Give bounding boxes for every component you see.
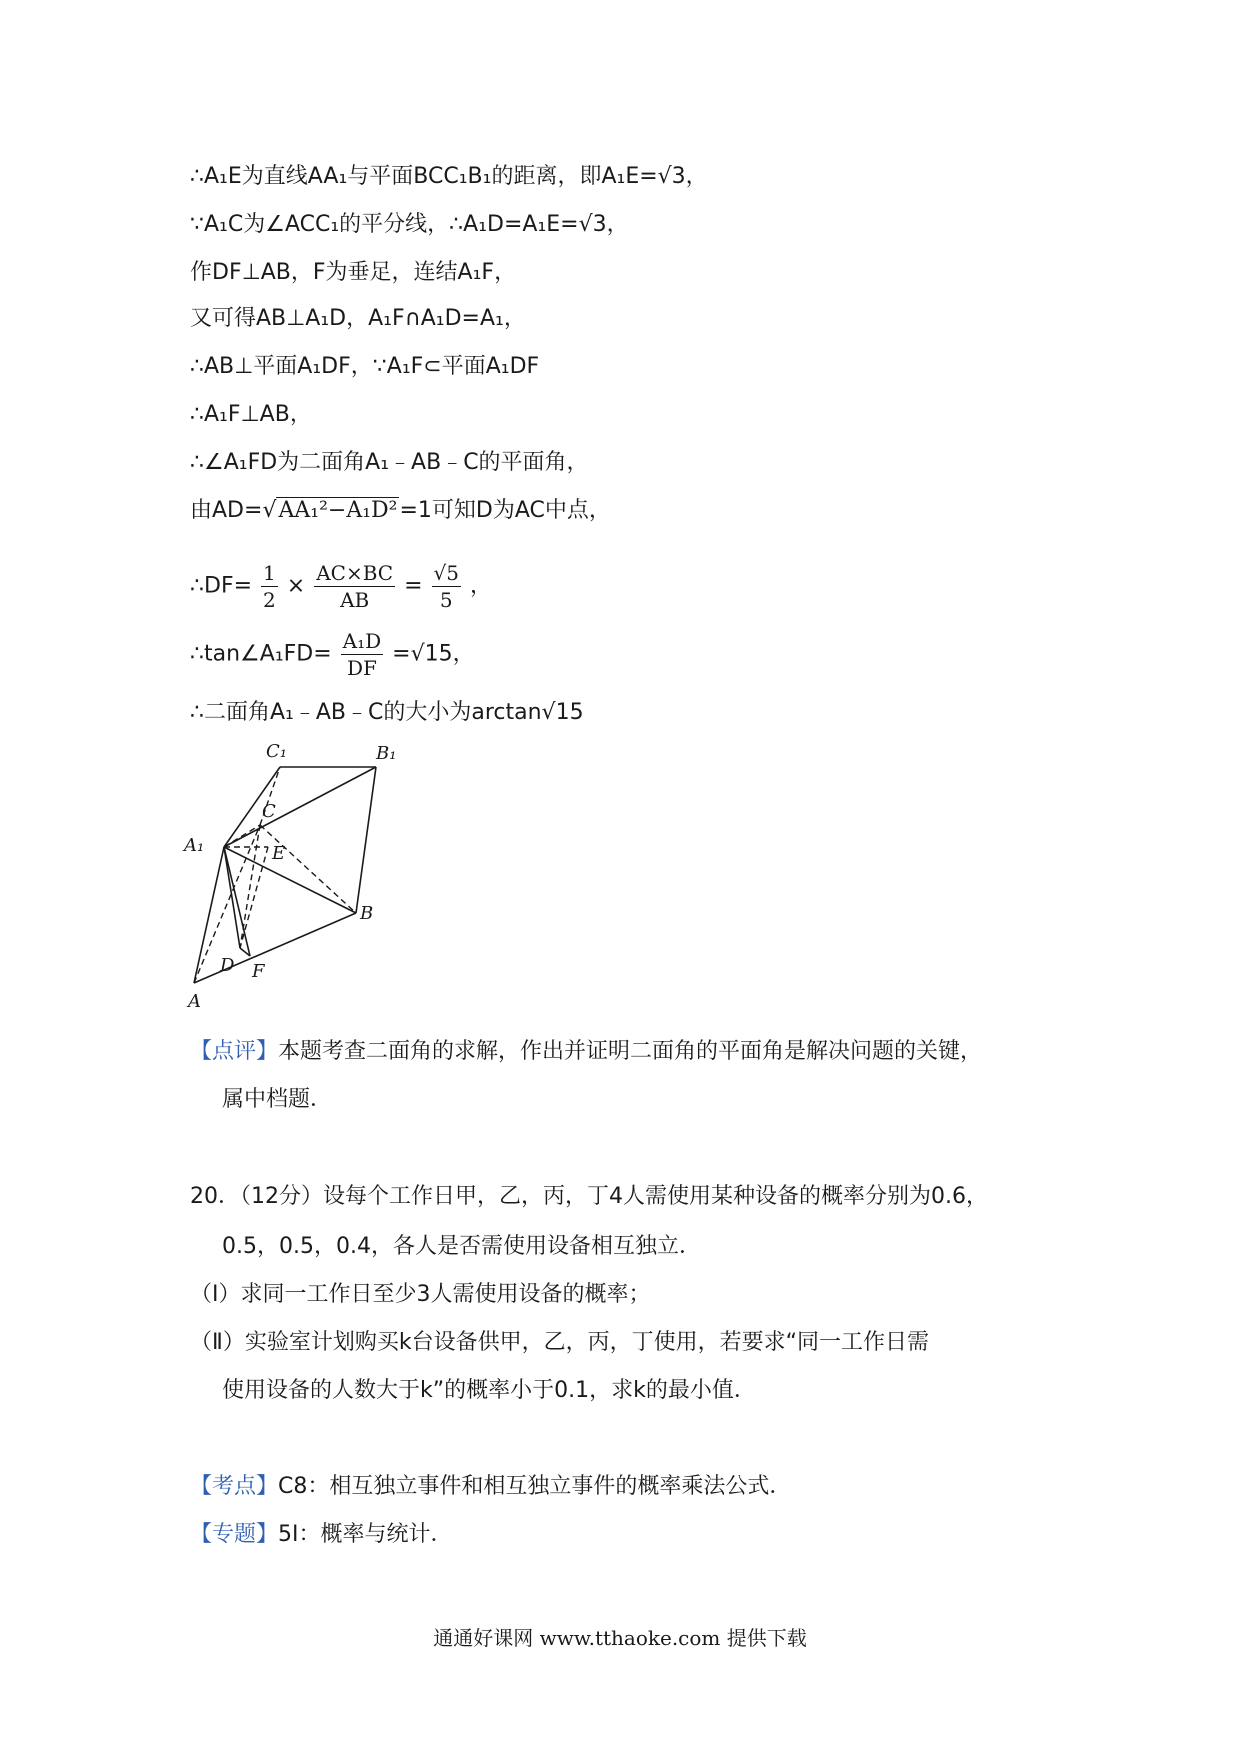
- solution-line-6: ∴A₁F⊥AB，: [190, 402, 312, 427]
- page-footer: 通通好课网 www.tthaoke.com 提供下载: [433, 1626, 807, 1650]
- solution-line-10: [190, 628, 475, 681]
- comment-text: 本题考查二面角的求解，作出并证明二面角的平面角是解决问题的关键，: [278, 1039, 983, 1064]
- fraction-numerator: A₁D: [342, 629, 382, 653]
- fraction-numerator: AC×BC: [316, 561, 394, 585]
- comment-line-1: [190, 1035, 982, 1069]
- fraction-denominator: 2: [263, 588, 276, 612]
- segment-a1-d: [224, 847, 240, 948]
- ad-suffix: =1可知D为AC中点，: [399, 498, 611, 523]
- kaodian-text: C8：相互独立事件和相互独立事件的概率乘法公式．: [278, 1474, 792, 1499]
- problem-line-2: 0.5，0.5，0.4，各人是否需使用设备相互独立．: [222, 1234, 701, 1259]
- solution-line-7: ∴∠A₁FD为二面角A₁﹣AB﹣C的平面角，: [190, 450, 589, 475]
- label-a1: A₁: [184, 835, 205, 856]
- problem-part-2-line-1: （Ⅱ）实验室计划购买k台设备供甲，乙，丙，丁使用，若要求“同一工作日需: [190, 1330, 929, 1355]
- label-a: A: [188, 991, 201, 1012]
- df-prefix: ∴DF=: [190, 573, 253, 599]
- problem-part-1: （Ⅰ）求同一工作日至少3人需使用设备的概率；: [190, 1282, 651, 1307]
- ad-prefix: 由AD=: [190, 498, 263, 523]
- solution-line-8: [190, 494, 611, 528]
- fraction-ac-bc-ab: [314, 560, 395, 613]
- problem-line-1: 20．（12分）设每个工作日甲，乙，丙，丁4人需使用某种设备的概率分别为0.6，: [190, 1184, 988, 1209]
- df-suffix: ，: [469, 573, 492, 599]
- fraction-denominator: DF: [346, 656, 377, 680]
- fraction-half: [261, 560, 278, 613]
- zhuanti-label: 【专题】: [190, 1522, 279, 1547]
- solution-line-1: ∴A₁E为直线AA₁与平面BCC₁B₁的距离，即A₁E=√3，: [190, 164, 708, 189]
- fraction-numerator: √5: [433, 561, 459, 585]
- kaodian-label: 【考点】: [190, 1474, 279, 1499]
- prism-figure: [180, 735, 420, 1015]
- tan-suffix: =√15，: [392, 641, 475, 667]
- comment-label: 【点评】: [190, 1039, 279, 1064]
- solution-line-3: 作DF⊥AB，F为垂足，连结A₁F，: [190, 260, 517, 285]
- zhuanti-text: 5I：概率与统计．: [278, 1522, 453, 1547]
- fraction-numerator: 1: [263, 561, 276, 585]
- tan-prefix: ∴tan∠A₁FD=: [190, 641, 332, 667]
- segment-a1-f: [224, 847, 250, 956]
- label-b: B: [360, 903, 374, 924]
- equals-sign: =: [404, 573, 423, 599]
- kaodian-line: [190, 1470, 791, 1504]
- fraction-denominator: 5: [439, 588, 453, 612]
- comment-line-2: 属中档题．: [222, 1087, 333, 1112]
- label-c: C: [262, 801, 276, 822]
- ad-radical: [262, 497, 399, 523]
- fraction-denominator: AB: [340, 588, 370, 612]
- edge-a1-b1: [224, 767, 376, 847]
- solution-line-5: ∴AB⊥平面A₁DF，∵A₁F⊂平面A₁DF: [190, 354, 540, 379]
- solution-line-11: ∴二面角A₁﹣AB﹣C的大小为arctan√15: [190, 700, 584, 725]
- problem-part-2-line-2: 使用设备的人数大于k”的概率小于0.1，求k的最小值．: [222, 1378, 756, 1403]
- edge-b1-b: [356, 767, 376, 913]
- fraction-sqrt5-5: [432, 560, 461, 613]
- edge-a1-b: [224, 847, 356, 913]
- solution-line-4: 又可得AB⊥A₁D，A₁F∩A₁D=A₁，: [190, 306, 526, 331]
- solution-line-9: [190, 560, 492, 613]
- fraction-a1d-df: [341, 628, 384, 681]
- ad-radicand: AA₁²−A₁D²: [278, 498, 398, 523]
- label-e: E: [272, 843, 286, 864]
- label-c1: C₁: [266, 741, 287, 762]
- label-d: D: [220, 955, 235, 976]
- edge-c-b: [260, 825, 356, 913]
- solution-line-2: ∵A₁C为∠ACC₁的平分线，∴A₁D=A₁E=√3，: [190, 212, 629, 237]
- label-b1: B₁: [376, 743, 397, 764]
- radical-sign: √: [262, 498, 277, 523]
- times-sign: ×: [286, 573, 306, 599]
- label-f: F: [252, 961, 265, 982]
- zhuanti-line: [190, 1518, 453, 1552]
